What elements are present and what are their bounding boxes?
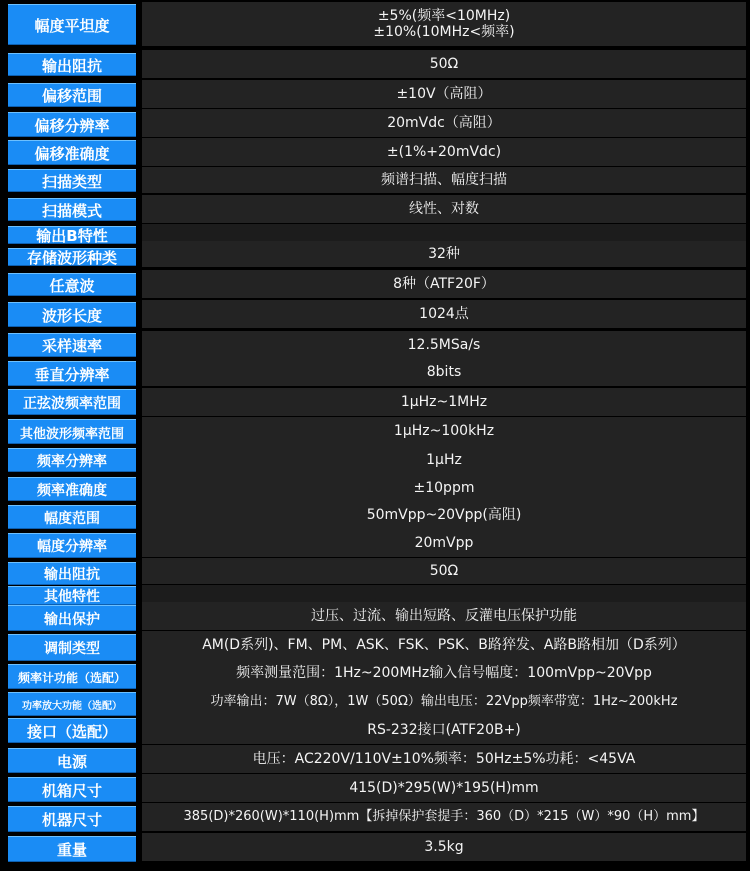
spec-label: 机器尺寸 xyxy=(8,806,136,832)
spec-value xyxy=(142,270,746,298)
spec-value xyxy=(142,659,746,688)
spec-value xyxy=(142,195,746,223)
spec-value-line: 32种 xyxy=(428,245,460,262)
spec-label: 输出阻抗 xyxy=(8,53,136,76)
spec-value-line: 12.5MSa/s xyxy=(407,336,481,353)
spec-label: 重量 xyxy=(8,836,136,862)
spec-value-line: 1μHz~100kHz xyxy=(393,423,495,440)
spec-value-line: ±5%(频率<10MHz) xyxy=(377,7,511,24)
spec-value xyxy=(142,2,746,46)
spec-value-line: 1μHz xyxy=(426,451,462,468)
spec-label: 偏移准确度 xyxy=(8,140,136,165)
spec-value-line: 8bits xyxy=(426,364,462,381)
spec-value xyxy=(142,558,746,584)
spec-value-line: 功率输出：7W（8Ω），1W（50Ω）输出电压：22Vpp频率带宽：1Hz~200kHz xyxy=(210,693,678,709)
spec-value xyxy=(142,631,746,659)
spec-value xyxy=(142,501,746,529)
spec-label: 其他波形频率范围 xyxy=(8,419,136,444)
spec-value xyxy=(142,50,746,78)
spec-value-line: 过压、过流、输出短路、反灌电压保护功能 xyxy=(311,607,577,624)
spec-label: 接口（选配） xyxy=(8,718,136,743)
spec-value xyxy=(142,388,746,416)
spec-value xyxy=(142,774,746,802)
spec-label: 垂直分辨率 xyxy=(8,361,136,386)
spec-value xyxy=(142,138,746,166)
spec-value-line: 50mVpp~20Vpp(高阻) xyxy=(366,506,522,523)
spec-label: 电源 xyxy=(8,748,136,773)
spec-value xyxy=(142,331,746,359)
spec-value-line: ±10%(10MHz<频率) xyxy=(373,24,515,40)
spec-label: 幅度分辨率 xyxy=(8,533,136,558)
spec-label: 其他特性 xyxy=(8,586,136,605)
spec-value xyxy=(142,80,746,108)
spec-value xyxy=(142,109,746,137)
spec-label: 频率准确度 xyxy=(8,477,136,501)
spec-value-line: 385(D)*260(W)*110(H)mm【拆掉保护套提手：360（D）*215（W）*90（H）mm】 xyxy=(183,808,705,824)
spec-label: 幅度平坦度 xyxy=(8,4,136,45)
spec-label: 功率放大功能（选配） xyxy=(8,692,136,716)
spec-value xyxy=(142,602,746,630)
spec-label: 偏移范围 xyxy=(8,83,136,107)
spec-value-line: 20mVpp xyxy=(414,534,474,551)
spec-label: 扫描模式 xyxy=(8,198,136,221)
spec-value-line: 电压：AC220V/110V±10%频率：50Hz±5%功耗：<45VA xyxy=(252,750,636,767)
spec-label: 扫描类型 xyxy=(8,169,136,192)
spec-value xyxy=(142,167,746,193)
spec-value-line: 频率测量范围：1Hz~200MHz输入信号幅度：100mVpp~20Vpp xyxy=(236,665,652,682)
spec-value-line: 20mVdc（高阻） xyxy=(387,114,501,131)
spec-label: 任意波 xyxy=(8,273,136,296)
spec-label: 频率计功能（选配） xyxy=(8,664,136,689)
spec-value-line: 415(D)*295(W)*195(H)mm xyxy=(349,779,539,796)
spec-value-line: 线性、对数 xyxy=(409,200,479,217)
spec-value-line: 50Ω xyxy=(429,55,459,72)
spec-value xyxy=(142,688,746,716)
spec-value xyxy=(142,241,746,267)
spec-value-line: 3.5kg xyxy=(424,838,464,855)
spec-value-line: ±10V（高阻） xyxy=(396,85,492,102)
spec-value xyxy=(142,745,746,773)
spec-value xyxy=(142,716,746,744)
spec-label: 波形长度 xyxy=(8,302,136,327)
spec-value xyxy=(142,803,746,831)
spec-value-line: 50Ω xyxy=(429,562,459,579)
spec-label: 输出阻抗 xyxy=(8,562,136,585)
spec-value xyxy=(142,446,746,474)
spec-value-line: RS-232接口(ATF20B+) xyxy=(367,721,521,738)
spec-value-line: 8种（ATF20F） xyxy=(393,275,495,292)
spec-label: 幅度范围 xyxy=(8,505,136,529)
spec-value-line: ±10ppm xyxy=(413,479,475,496)
spec-label: 偏移分辨率 xyxy=(8,112,136,137)
spec-value xyxy=(142,359,746,386)
spec-label: 存储波形种类 xyxy=(8,248,136,266)
spec-value-line: 1024点 xyxy=(419,305,469,322)
spec-value-line: AM(D系列)、FM、PM、ASK、FSK、PSK、B路猝发、A路B路相加（D系列） xyxy=(202,636,686,653)
spec-value xyxy=(142,529,746,557)
spec-label: 机箱尺寸 xyxy=(8,777,136,802)
spec-label: 频率分辨率 xyxy=(8,448,136,472)
spec-label: 调制类型 xyxy=(8,634,136,661)
spec-value-line: 1μHz~1MHz xyxy=(400,393,488,410)
spec-value xyxy=(142,474,746,502)
spec-value-line: ±(1%+20mVdc) xyxy=(386,143,502,160)
spec-label: 正弦波频率范围 xyxy=(8,389,136,415)
spec-value xyxy=(142,833,746,861)
spec-value xyxy=(142,417,746,446)
spec-label: 采样速率 xyxy=(8,333,136,357)
spec-value xyxy=(142,585,746,603)
spec-label: 输出B特性 xyxy=(8,226,136,244)
spec-label: 输出保护 xyxy=(8,605,136,631)
spec-value-line: 频谱扫描、幅度扫描 xyxy=(381,171,507,188)
spec-value xyxy=(142,300,746,328)
